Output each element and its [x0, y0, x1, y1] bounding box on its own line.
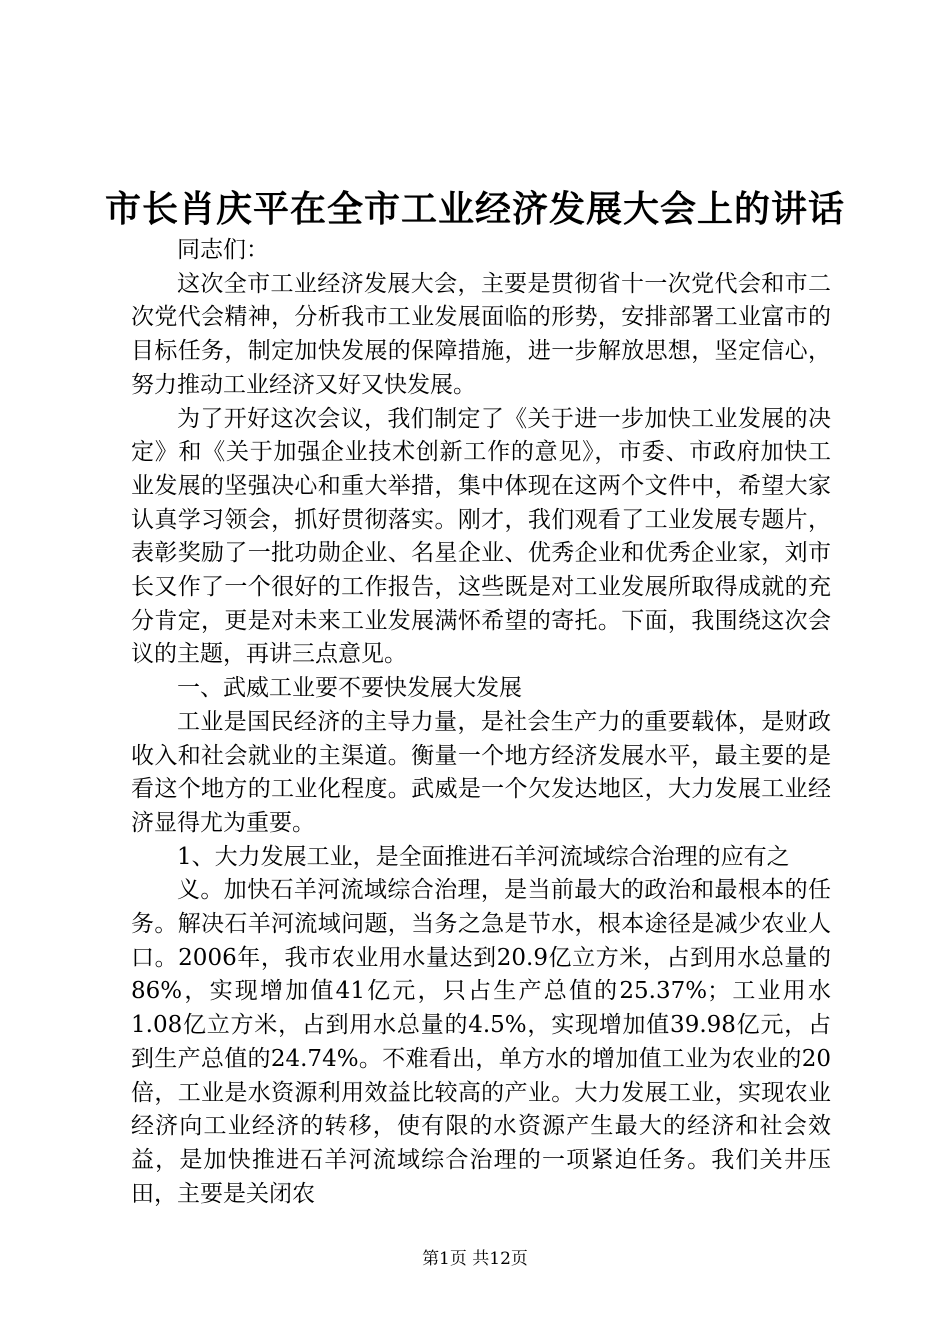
paragraph: 为了开好这次会议，我们制定了《关于进一步加快工业发展的决定》和《关于加强企业技术创新工作的意见》，市委、市政府加快工业发展的坚强决心和重大举措，集中体现在这两个文件中，希望大家认真学习领会，抓好贯彻落实。刚才，我们观看了工业发展专题片，表彰奖励了一批功勋企业、名星企业、优秀企业和优秀企业家，刘市长又作了一个很好的工作报告，这些既是对工业发展所取得成就的充分肯定，更是对未来工业发展满怀希望的寄托。下面，我围绕这次会议的主题，再讲三点意见。 [131, 405, 831, 668]
paragraph: 义。加快石羊河流域综合治理，是当前最大的政治和最根本的任务。解决石羊河流域问题，当务之急是节水，根本途径是减少农业人口。2006年，我市农业用水量达到20.9亿立方米，占到用水总量的86%，实现增加值41亿元，只占生产总值的25.37%；工业用水1.08亿立方米，占到用水总量的4.5%，实现增加值39.98亿元，占到生产总值的24.74%。不难看出，单方水的增加值工业为农业的20倍，工业是水资源利用效益比较高的产业。大力发展工业，实现农业经济向工业经济的转移，使有限的水资源产生最大的经济和社会效益，是加快推进石羊河流域综合治理的一项紧迫任务。我们关井压田，主要是关闭农 [131, 877, 831, 1207]
subsection-heading: 1、大力发展工业，是全面推进石羊河流域综合治理的应有之 [177, 843, 790, 870]
salutation: 同志们： [177, 237, 269, 263]
paragraph: 工业是国民经济的主导力量，是社会生产力的重要载体，是财政收入和社会就业的主渠道。衡量一个地方经济发展水平，最主要的是看这个地方的工业化程度。武威是一个欠发达地区，大力发展工业经济显得尤为重要。 [131, 708, 831, 836]
page-number-footer: 第1页 共12页 [422, 1249, 528, 1269]
paragraph: 这次全市工业经济发展大会，主要是贯彻省十一次党代会和市二次党代会精神，分析我市工业发展面临的形势，安排部署工业富市的目标任务，制定加快发展的保障措施，进一步解放思想，坚定信心，努力推动工业经济又好又快发展。 [131, 270, 831, 398]
section-heading: 一、武威工业要不要快发展大发展 [177, 675, 522, 702]
document-body [131, 234, 831, 1211]
document-title: 市长肖庆平在全市工业经济发展大会上的讲话 [104, 188, 845, 230]
